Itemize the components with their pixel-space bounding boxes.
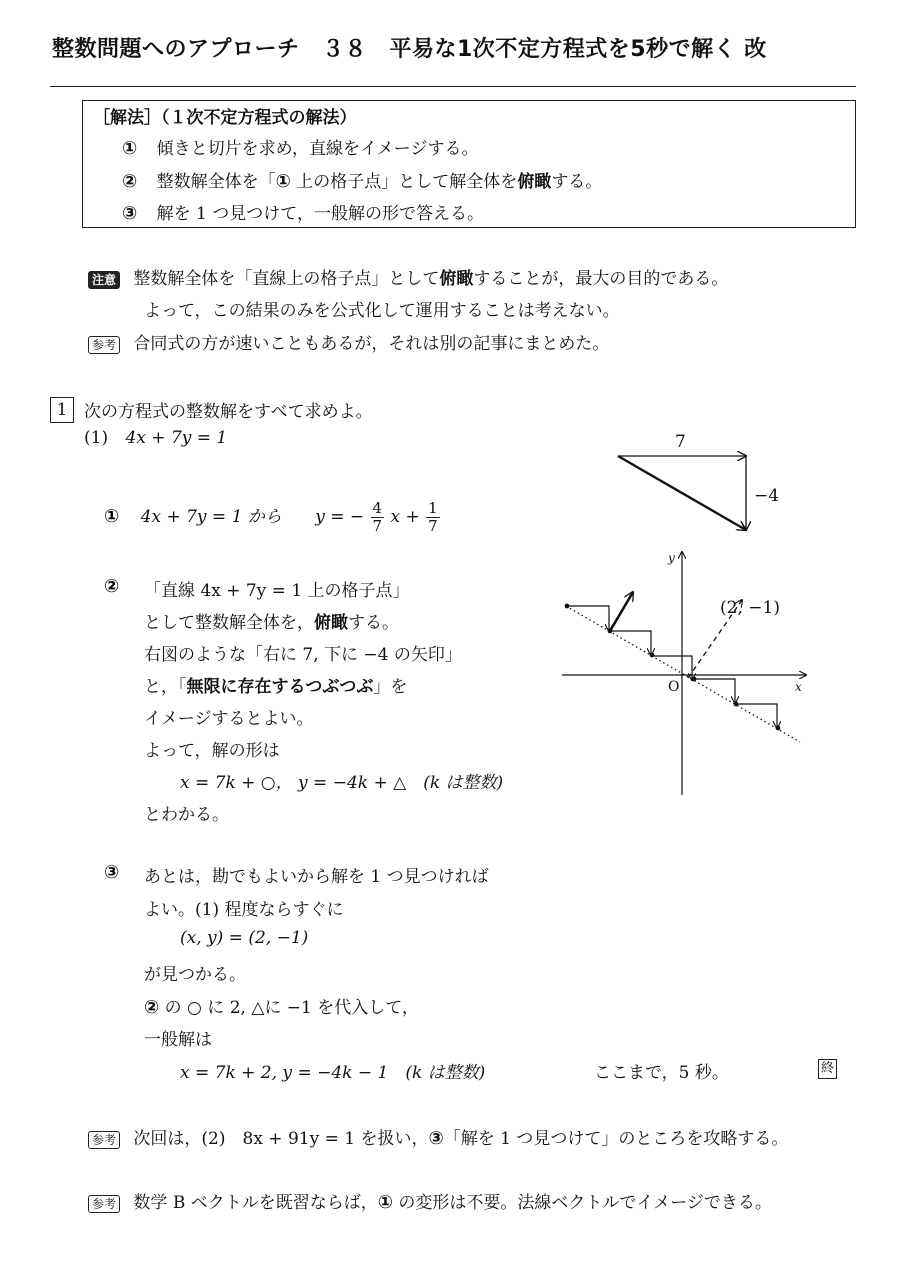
step3-line-1: あとは，勘でもよいから解を 1 つ見つければ [144,867,489,887]
step3-line-6: 一般解は [144,1030,212,1050]
y-axis-label: y [668,551,675,565]
origin-label: O [668,679,680,695]
reference-label: 参考 [88,1131,120,1149]
step3-line-3: (x, y) = (2, −1) [180,928,309,948]
step-text: 整数解全体を「① 上の格子点」として解全体を俯瞰する。 [156,171,603,192]
step2-line-4: と，「無限に存在するつぶつぶ」を [144,677,408,697]
step2-line-2: として整数解全体を，俯瞰する。 [144,613,399,633]
step2-line-7: x = 7k + ○， y = −4k + △ (k は整数) [180,773,504,793]
reference-1: 参考 合同式の方が速いこともあるが，それは別の記事にまとめた。 [88,329,609,354]
step-text: 解を 1 つ見つけて，一般解の形で答える。 [156,204,484,224]
point-label: (2, −1) [720,598,780,618]
method-heading: ［解法］（１次不定方程式の解法） [93,108,357,128]
end-mark: 終 [818,1059,837,1079]
step2-line-1: 「直線 4x + 7y = 1 上の格子点」 [144,581,410,601]
reference-3: 参考 数学 B ベクトルを既習ならば，① の変形は不要。法線ベクトルでイメージできる。 [88,1188,772,1213]
note-line-2: よって，この結果のみを公式化して運用することは考えない。 [144,301,620,321]
reference-2: 参考 次回は，(2) 8x + 91y = 1 を扱い，③「解を 1 つ見つけて」のところを攻略する。 [88,1124,788,1149]
arrow-down-label: −4 [754,486,780,506]
step-number: ② [104,576,120,597]
reference-label: 参考 [88,336,120,354]
fraction: $\frac{1}{7}$ [428,499,438,535]
step-number: ③ [104,862,120,883]
note-line-1: 注意 整数解全体を「直線上の格子点」として俯瞰することが，最大の目的である。 [88,264,728,289]
time-note: ここまで，5 秒。 [594,1063,729,1083]
highlight-arrow [610,592,633,631]
problem-number: 1 [50,397,74,423]
general-solution: x = 7k + 2, y = −4k − 1 (k は整数) [180,1063,486,1083]
step-text: 傾きと切片を求め，直線をイメージする。 [156,139,479,159]
problem-statement: 次の方程式の整数解をすべて求めよ。 [84,402,373,422]
page-title: 整数問題へのアプローチ ３８ 平易な1次不定方程式を5秒で解く 改 [52,37,767,62]
step2-line-5: イメージするとよい。 [144,709,314,729]
step3-line-5: ② の ○ に 2, △に −1 を代入して， [144,997,419,1018]
step2-line-6: よって，解の形は [144,741,280,761]
arrow-right-label: 7 [675,432,686,452]
step2-line-3: 右図のような「右に 7, 下に −4 の矢印」 [144,645,462,665]
problem-equation: 4x + 7y = 1 [125,428,228,448]
step3-line-4: が見つかる。 [144,965,246,985]
solution-line [566,606,800,742]
solution-step-1: ① 4x + 7y = 1 から y = − $\frac{4}{7}$ x + $\frac{1}{7}$ [104,499,438,535]
note-label: 注意 [88,271,120,289]
step3-line-2: よい。(1) 程度ならすぐに [144,900,344,920]
step2-line-8: とわかる。 [144,805,229,825]
step-number: ① [122,138,138,159]
step-number: ② [122,171,138,192]
problem-subquestion: (1) 4x + 7y = 1 [84,428,228,448]
x-axis-label: x [795,680,802,694]
lattice-points [565,604,781,731]
fraction: $\frac{4}{7}$ [372,499,383,535]
step-number: ① [104,506,120,527]
step-number: ③ [122,203,138,224]
reference-label: 参考 [88,1195,120,1213]
